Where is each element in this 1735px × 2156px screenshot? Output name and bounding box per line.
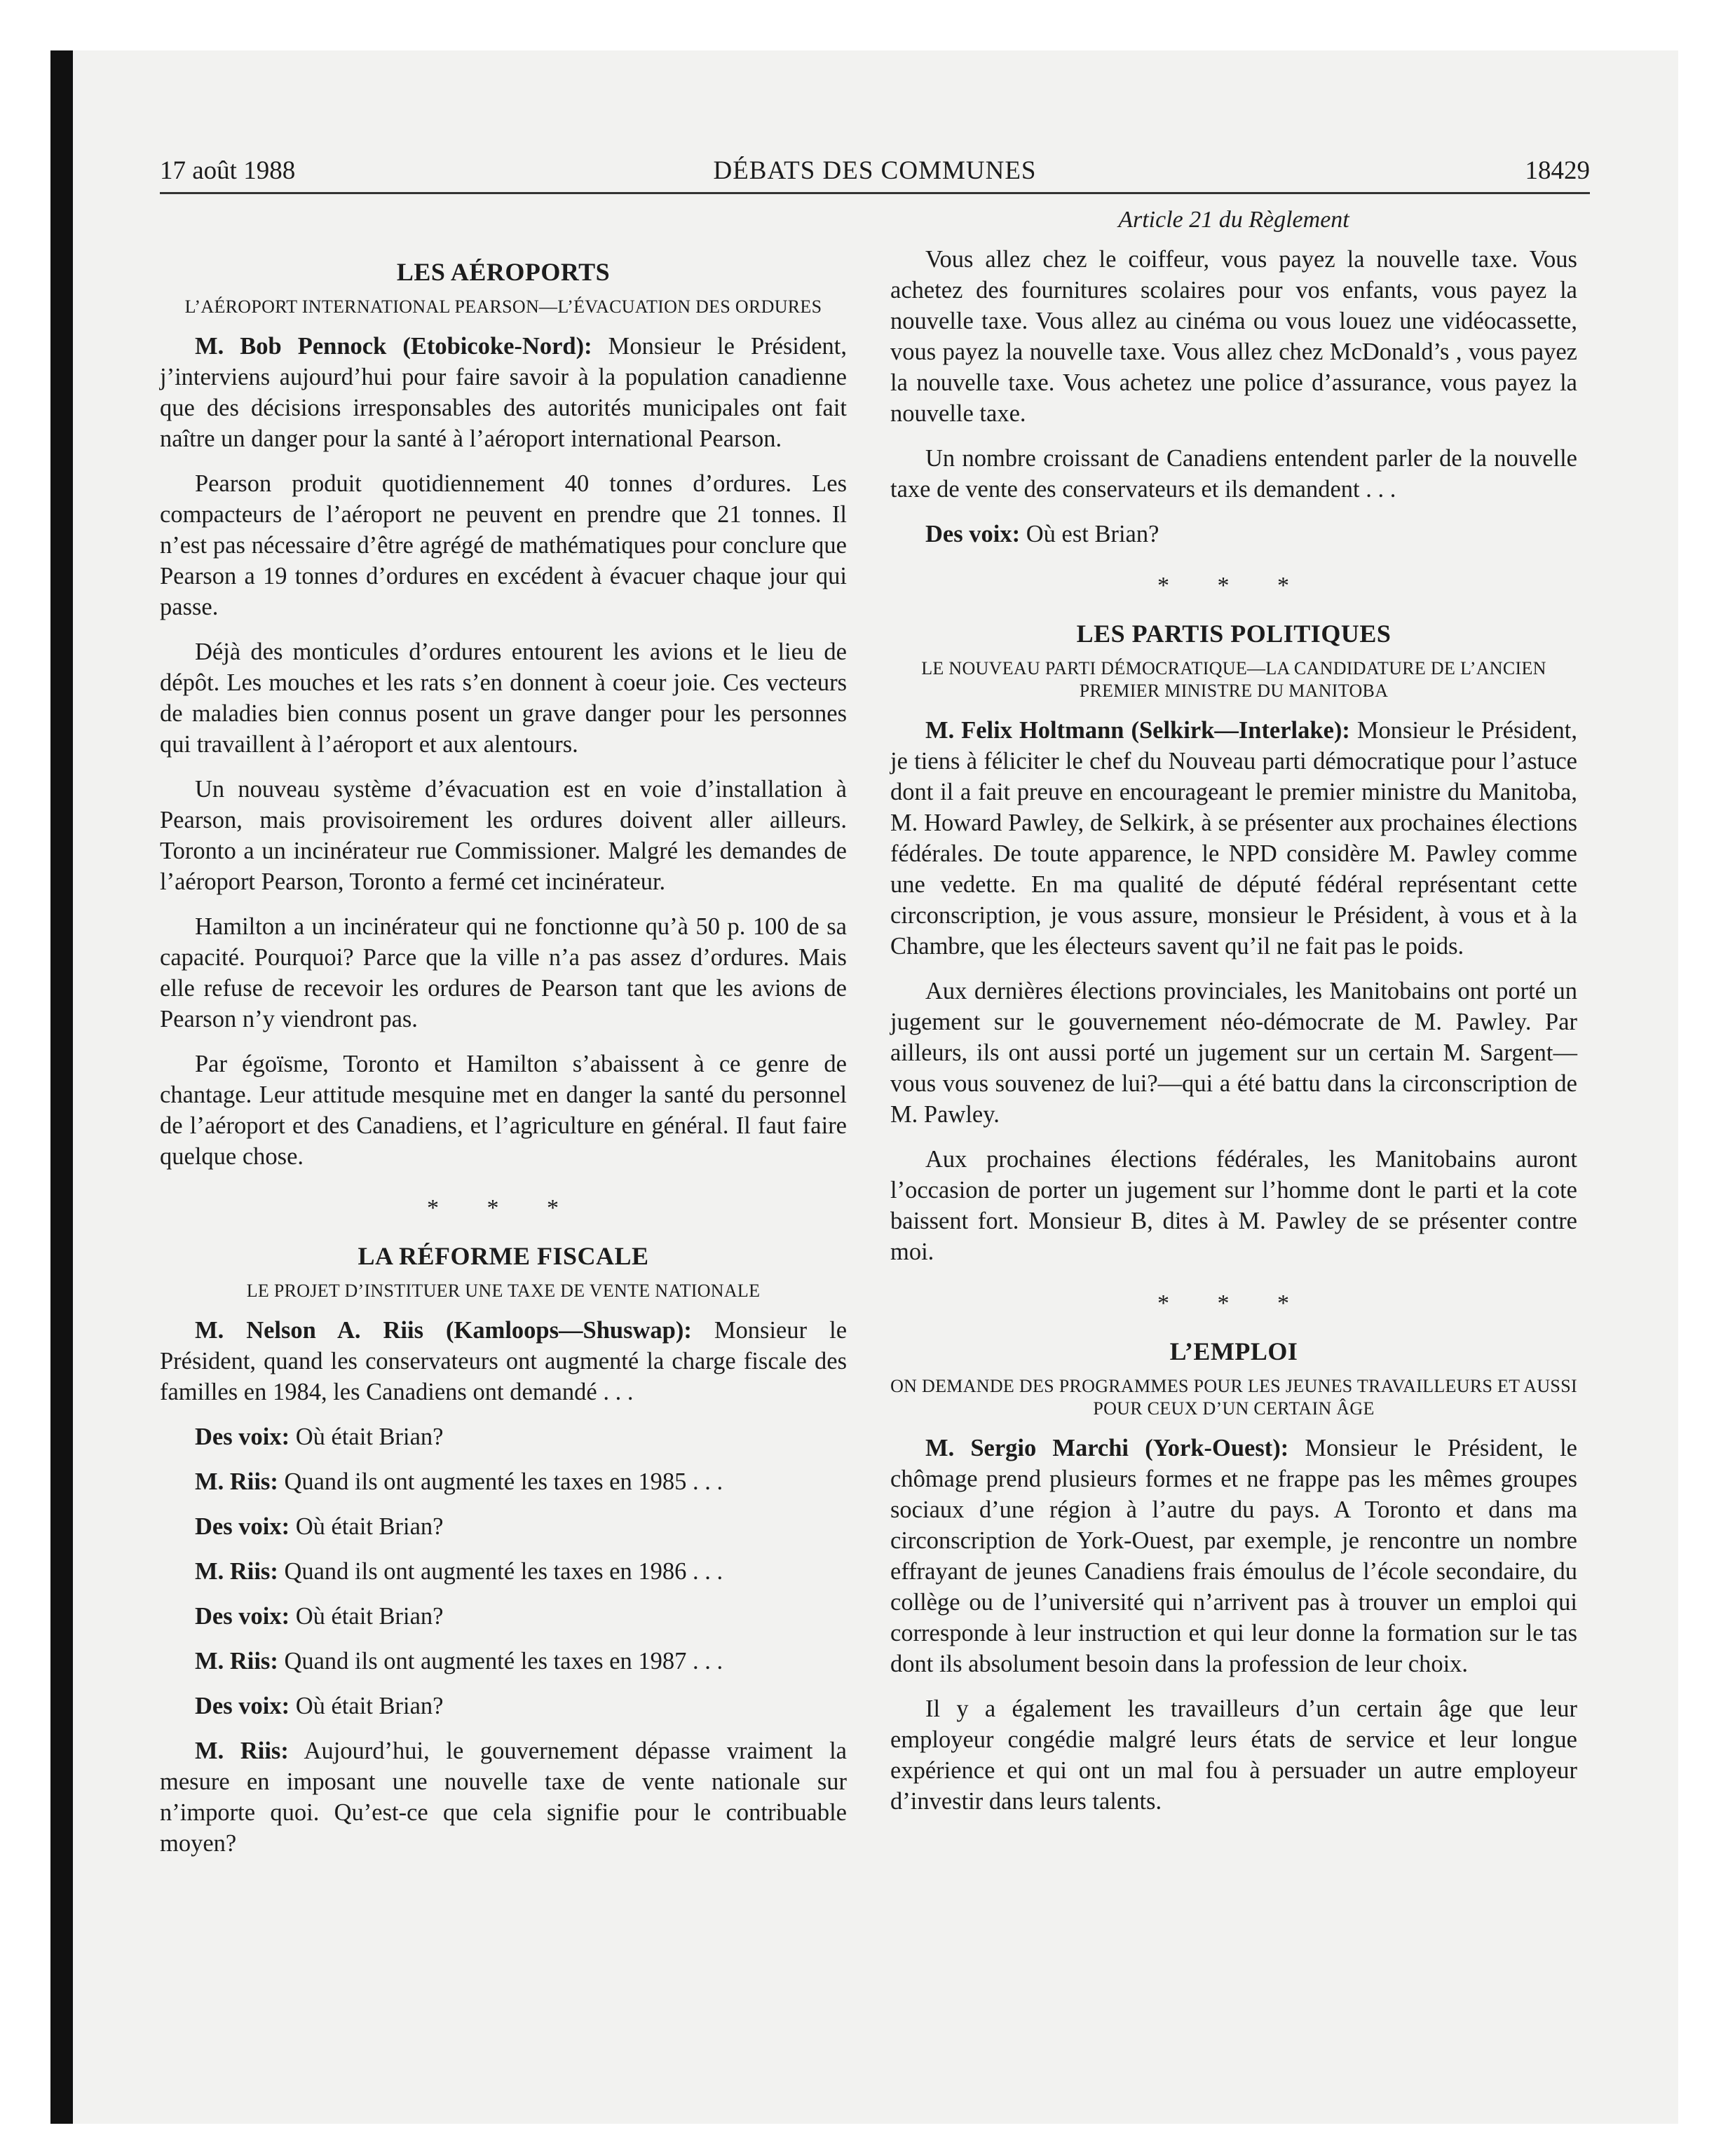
section-subtitle-programmes: ON DEMANDE DES PROGRAMMES POUR LES JEUNES TRAVAILLEURS ET AUSSI POUR CEUX D’UN CERTAIN ÂGE (890, 1376, 1577, 1419)
paragraph (890, 1433, 1577, 1679)
paragraph-text: Quand ils ont augmenté les taxes en 1987 . . . (278, 1648, 723, 1674)
paragraph-text: Où est Brian? (1020, 521, 1159, 547)
section-subtitle-pearson: L’AÉROPORT INTERNATIONAL PEARSON—L’ÉVACUATION DES ORDURES (184, 296, 822, 317)
paragraph (160, 1691, 847, 1721)
header-date: 17 août 1988 (160, 156, 296, 185)
paragraph (160, 331, 847, 454)
paragraph: Aux prochaines élections fédérales, les Manitobains auront l’occasion de porter un jugement sur l’homme dont le parti et la cote baissent fort. Monsieur B, dites à M. Pawley de se présenter contre moi. (890, 1146, 1577, 1265)
article-rubric: Article 21 du Règlement (1118, 207, 1349, 233)
speaker-name: Des voix: (195, 1513, 290, 1540)
speaker-name: M. Felix Holtmann (Selkirk—Interlake): (925, 717, 1350, 744)
paragraph-text: Monsieur le Président, quand les conservateurs ont augmenté la charge fiscale des familles en 1984, les Canadiens ont demandé . . . (160, 1317, 848, 1405)
speaker-name: M. Riis: (195, 1648, 278, 1674)
paragraph (890, 519, 1577, 550)
paragraph-text: Monsieur le Président, je tiens à féliciter le chef du Nouveau parti démocratique pour l’astuce dont il a fait preuve en encourageant le premier ministre du Manitoba, M. Howard Pawley, de Selkirk, à se présenter aux prochaines élections fédérales. De toute apparence, le NPD considère M. Pawley comme une vedette. En ma qualité de député fédéral représentant cette circonscription, je vous assure, monsieur le Président, à vous et à la Chambre, que les électeurs savent qu’il ne fait pas le poids. (890, 717, 1577, 960)
paragraph (160, 1315, 847, 1407)
paragraph-text: Quand ils ont augmenté les taxes en 1986 . . . (278, 1558, 723, 1585)
paragraph (160, 1556, 847, 1587)
paragraph (160, 1601, 847, 1632)
section-separator: * * * (1157, 573, 1310, 599)
paragraph-text: Quand ils ont augmenté les taxes en 1985 . . . (278, 1468, 723, 1495)
running-header (160, 156, 1590, 194)
speaker-name: M. Nelson A. Riis (Kamloops—Shuswap): (195, 1317, 692, 1344)
paragraph: Aux dernières élections provinciales, les Manitobains ont porté un jugement sur le gouvernement néo-démocrate de M. Pawley. Par ailleurs, ils ont aussi porté un jugement sur un certain M. Sargent—vous vous souvenez de lui?—qui a été battu dans la circonscription de M. Pawley. (890, 978, 1577, 1128)
speaker-name: Des voix: (925, 521, 1021, 547)
column-spacer (160, 198, 847, 247)
section-separator: * * * (427, 1195, 580, 1221)
paragraph: Un nouveau système d’évacuation est en voie d’installation à Pearson, mais provisoirement les ordures doivent aller ailleurs. Toronto a un incinérateur rue Commissioner. Malgré les demandes de l’aéroport Pearson, Toronto a fermé cet incinérateur. (160, 776, 847, 895)
paragraph-text: Où était Brian? (290, 1603, 444, 1630)
section-subtitle-npd: LE NOUVEAU PARTI DÉMOCRATIQUE—LA CANDIDATURE DE L’ANCIEN PREMIER MINISTRE DU MANITOBA (921, 658, 1546, 701)
paragraph-text: Où était Brian? (290, 1693, 444, 1719)
paragraph: Hamilton a un incinérateur qui ne fonctionne qu’à 50 p. 100 de sa capacité. Pourquoi? Parce que la ville n’a pas assez d’ordures. Mais elle refuse de recevoir les ordures de Pearson tant que les avions de Pearson n’y viendront pas. (160, 913, 847, 1032)
speaker-name: M. Riis: (195, 1558, 278, 1585)
section-title-aeroports: LES AÉROPORTS (396, 258, 611, 286)
scan-margin (0, 0, 1735, 50)
left-column (160, 198, 847, 1873)
speaker-name: Des voix: (195, 1693, 290, 1719)
paragraph-text: Où était Brian? (290, 1424, 444, 1450)
paragraph: Un nombre croissant de Canadiens entendent parler de la nouvelle taxe de vente des conservateurs et ils demandent . . . (890, 445, 1577, 503)
speaker-name: M. Riis: (195, 1468, 278, 1495)
paragraph (160, 1735, 847, 1859)
paragraph (160, 1646, 847, 1677)
paragraph: Déjà des monticules d’ordures entourent les avions et le lieu de dépôt. Les mouches et les rats s’en donnent à coeur joie. Ces vecteurs de maladies bien connus posent un grave danger pour les personnes qui travaillent à l’aéroport et aux alentours. (160, 639, 847, 758)
speaker-name: M. Sergio Marchi (York-Ouest): (925, 1435, 1289, 1461)
section-title-emploi: L’EMPLOI (1169, 1337, 1298, 1365)
paragraph: Vous allez chez le coiffeur, vous payez la nouvelle taxe. Vous achetez des fournitures scolaires pour vos enfants, vous payez la nouvelle taxe. Vous allez au cinéma ou vous louez une vidéocassette, vous payez la nouvelle taxe. Vous allez chez McDonald’s , vous payez la nouvelle taxe. Vous achetez une police d’assurance, vous payez la nouvelle taxe. (890, 246, 1577, 427)
paragraph-text: Monsieur le Président, le chômage prend plusieurs formes et ne frappe pas les mêmes groupes sociaux d’une région à l’autre du pays. A Toronto et dans ma circonscription de York-Ouest, par exemple, je rencontre un nombre effrayant de jeunes Canadiens frais émoulus de l’école secondaire, du collège ou de l’université qui n’arrivent pas à trouver un emploi qui corresponde à leur instruction et qui leur donne la formation sur le tas dont ils absolument besoin dans la profession de leur choix. (890, 1435, 1577, 1677)
speaker-name: M. Riis: (195, 1738, 289, 1764)
paragraph: Il y a également les travailleurs d’un certain âge que leur employeur congédie malgré leurs états de service et leur longue expérience et qui ont un mal fou à persuader un autre employeur d’investir dans leurs talents. (890, 1696, 1577, 1815)
section-title-partis-politiques: LES PARTIS POLITIQUES (1076, 620, 1392, 648)
section-separator: * * * (1157, 1290, 1310, 1316)
paragraph (160, 1466, 847, 1497)
paragraph-text: Monsieur le Président, j’interviens aujourd’hui pour faire savoir à la population canadienne que des décisions irresponsables des autorités municipales ont fait naître un danger pour la santé à l’aéroport international Pearson. (160, 333, 847, 452)
paragraph: Par égoïsme, Toronto et Hamilton s’abaissent à ce genre de chantage. Leur attitude mesquine met en danger la santé du personnel de l’aéroport et des Canadiens, et l’agriculture en général. Il faut faire quelque chose. (160, 1051, 847, 1170)
paragraph-text: Où était Brian? (290, 1513, 444, 1540)
speaker-name: Des voix: (195, 1424, 290, 1450)
paragraph (890, 715, 1577, 962)
paragraph: Pearson produit quotidiennement 40 tonnes d’ordures. Les compacteurs de l’aéroport ne peuvent en prendre que 21 tonnes. Il n’est pas nécessaire d’être agrégé de mathématiques pour conclure que Pearson a 19 tonnes d’ordures en excédent à évacuer chaque jour qui passe. (160, 470, 847, 620)
speaker-name: Des voix: (195, 1603, 290, 1630)
header-page-number: 18429 (1525, 156, 1590, 185)
section-title-reforme-fiscale: LA RÉFORME FISCALE (358, 1242, 649, 1270)
header-title: DÉBATS DES COMMUNES (713, 156, 1037, 185)
right-column (890, 198, 1577, 1831)
paragraph-text: Aujourd’hui, le gouvernement dépasse vraiment la mesure en imposant une nouvelle taxe de vente nationale sur n’importe quoi. Qu’est-ce que cela signifie pour le contribuable moyen? (160, 1738, 847, 1857)
scan-binding-edge (50, 50, 73, 2124)
speaker-name: M. Bob Pennock (Etobicoke-Nord): (195, 333, 592, 360)
paragraph (160, 1421, 847, 1452)
paragraph (160, 1511, 847, 1542)
section-subtitle-taxe: LE PROJET D’INSTITUER UNE TAXE DE VENTE NATIONALE (246, 1281, 761, 1301)
